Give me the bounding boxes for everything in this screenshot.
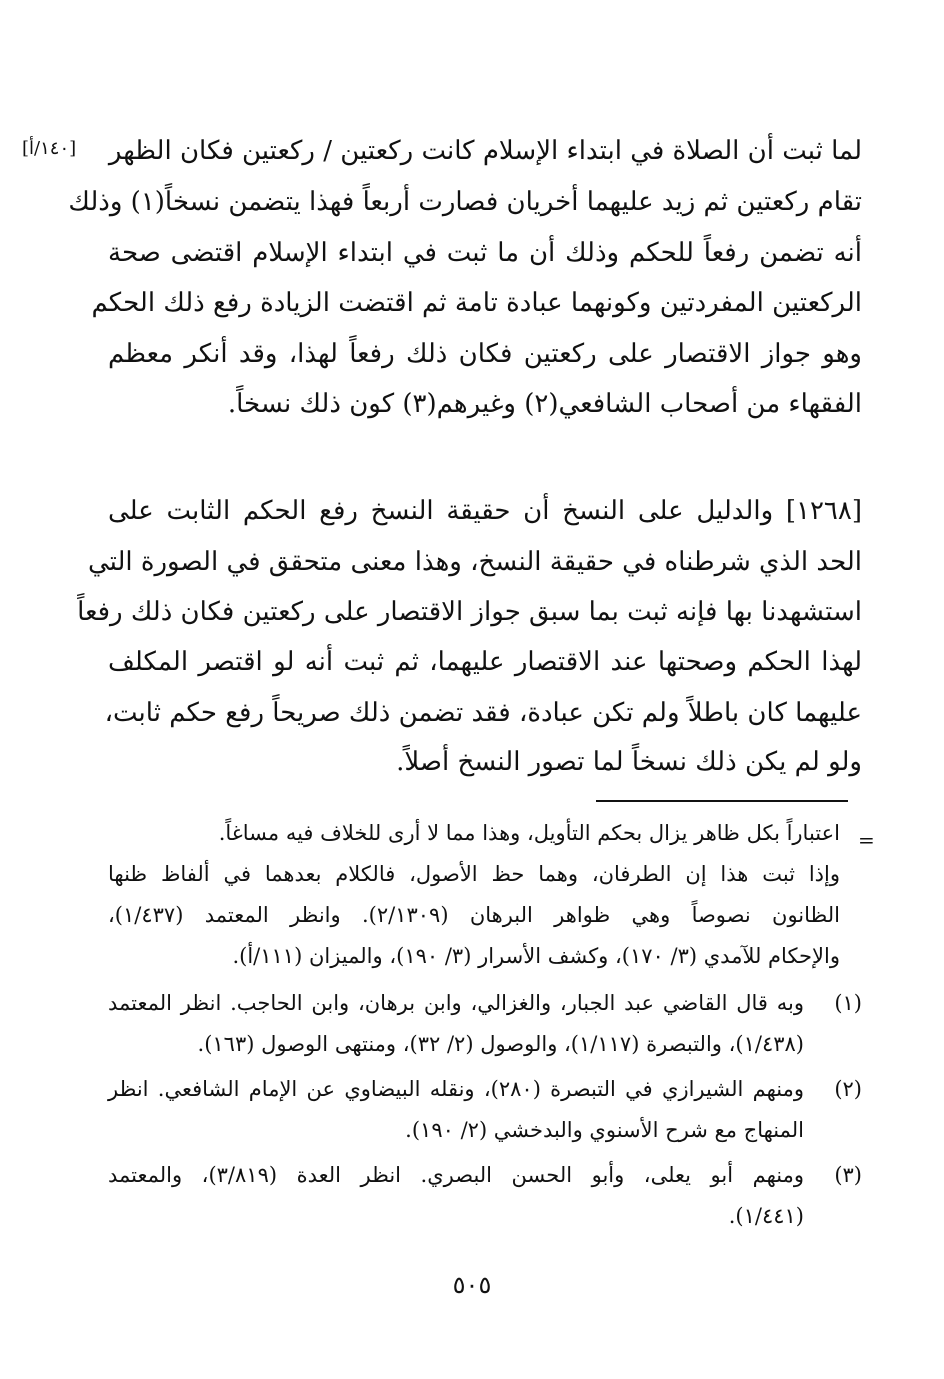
body-line: لهذا الحكم وصحتها عند الاقتصار عليهما، ثم ثبت أنه لو اقتصر المكلف (108, 647, 862, 677)
page-number: ٥٠٥ (452, 1271, 492, 1299)
footnote-line: الظانون نصوصاً وهي ظواهر البرهان (٢/١٣٠٩). وانظر المعتمد (١/٤٣٧)، (108, 903, 840, 927)
footnote-line: ومنهم أبو يعلى، وأبو الحسن البصري. انظر العدة (٣/٨١٩)، والمعتمد (108, 1163, 804, 1187)
footnote-number: (٣) (834, 1163, 862, 1187)
body-line: الحد الذي شرطناه في حقيقة النسخ، وهذا معنى متحقق في الصورة التي (87, 547, 862, 577)
footnote-number: (١) (834, 991, 862, 1015)
footnote-line: وإذا ثبت هذا إن الطرفان، وهما حظ الأصول، فالكلام بعدهما في ألفاظ ظنها (108, 862, 840, 886)
footnote-line: المنهاج مع شرح الأسنوي والبدخشي (٢/ ١٩٠). (405, 1118, 804, 1142)
footnote-line: وبه قال القاضي عبد الجبار، والغزالي، وابن برهان، وابن الحاجب. انظر المعتمد (108, 991, 804, 1015)
body-line: لما ثبت أن الصلاة في ابتداء الإسلام كانت ركعتين / ركعتين فكان الظهر (108, 136, 862, 166)
footnote-number: (٢) (834, 1077, 862, 1101)
body-line: [١٢٦٨] والدليل على النسخ أن حقيقة النسخ رفع الحكم الثابت على (108, 496, 862, 526)
body-line: تقام ركعتين ثم زيد عليهما أخريان فصارت أربعاً فهذا يتضمن نسخاً(١) وذلك (68, 187, 862, 217)
margin-marker: [١٤٠/أ] (22, 138, 77, 159)
footnote-line: والإحكام للآمدي (٣/ ١٧٠)، وكشف الأسرار (٣/ ١٩٠)، والميزان (١١١/أ). (232, 944, 840, 968)
body-line: استشهدنا بها فإنه ثبت بما سبق جواز الاقتصار على ركعتين فكان ذلك رفعاً (77, 597, 862, 627)
body-line: الفقهاء من أصحاب الشافعي(٢) وغيرهم(٣) كون ذلك نسخاً. (227, 389, 862, 419)
footnote-line: ومنهم الشيرازي في التبصرة (٢٨٠)، ونقله البيضاوي عن الإمام الشافعي. انظر (108, 1077, 804, 1101)
body-line: ولو لم يكن ذلك نسخاً لما تصور النسخ أصلاً. (396, 747, 862, 777)
footnote-line: (١/٤٣٨)، والتبصرة (١/١١٧)، والوصول (٢/ ٣٢)، ومنتهى الوصول (١٦٣). (197, 1032, 804, 1056)
body-line: عليهما كان باطلاً ولم تكن عبادة، فقد تضمن ذلك صريحاً رفع حكم ثابت، (104, 698, 862, 728)
body-line: أنه تضمن رفعاً للحكم وذلك أن ما ثبت في ابتداء الإسلام اقتضى صحة (108, 238, 862, 268)
body-line: وهو جواز الاقتصار على ركعتين فكان ذلك رفعاً لهذا، وقد أنكر معظم (108, 339, 862, 369)
continuation-mark: = (858, 828, 875, 852)
footnote-line: (١/٤٤١). (728, 1204, 804, 1228)
footnote-separator (596, 800, 848, 802)
footnote-line: اعتباراً بكل ظاهر يزال بحكم التأويل، وهذا مما لا أرى للخلاف فيه مساغاً. (218, 821, 840, 845)
body-line: الركعتين المفردتين وكونهما عبادة تامة ثم اقتضت الزيادة رفع ذلك الحكم (91, 288, 862, 318)
